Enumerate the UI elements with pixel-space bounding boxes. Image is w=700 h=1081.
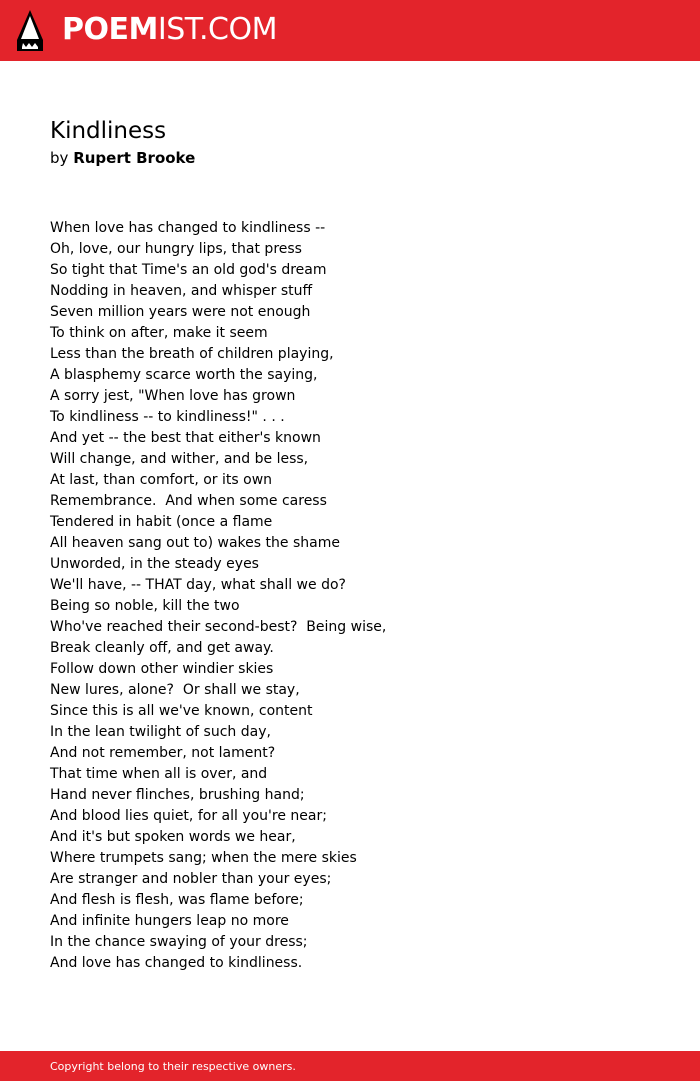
logo-light: IST.COM [157, 12, 277, 47]
poem-line: A blasphemy scarce worth the saying, [50, 367, 318, 383]
poem-line: All heaven sang out to) wakes the shame [50, 535, 340, 551]
poem-line: New lures, alone? Or shall we stay, [50, 682, 300, 698]
poem-line: Hand never flinches, brushing hand; [50, 787, 305, 803]
poem-line: Less than the breath of children playing, [50, 346, 334, 362]
author-name: Rupert Brooke [73, 149, 196, 167]
poem-title: Kindliness [50, 118, 167, 144]
poem-line: And it's but spoken words we hear, [50, 829, 296, 845]
poem-line: And love has changed to kindliness. [50, 955, 303, 971]
poem-line: To kindliness -- to kindliness!" . . . [50, 409, 285, 425]
poem-line: Break cleanly off, and get away. [50, 640, 274, 656]
poem-line: When love has changed to kindliness -- [50, 220, 326, 236]
site-logo[interactable] [62, 12, 277, 48]
poem-line: Oh, love, our hungry lips, that press [50, 241, 302, 257]
poem-line: Nodding in heaven, and whisper stuff [50, 283, 313, 299]
poem-line: Being so noble, kill the two [50, 598, 240, 614]
poem-line: In the lean twilight of such day, [50, 724, 271, 740]
poem-line: Seven million years were not enough [50, 304, 311, 320]
poem-line: And flesh is flesh, was flame before; [50, 892, 304, 908]
poem-line: Since this is all we've known, content [50, 703, 313, 719]
site-footer [0, 1051, 700, 1081]
poem-line: Who've reached their second-best? Being wise, [50, 619, 387, 635]
poem-body [50, 218, 386, 974]
poem-line: We'll have, -- THAT day, what shall we do? [50, 577, 346, 593]
poem-line: A sorry jest, "When love has grown [50, 388, 296, 404]
poem-line: And blood lies quiet, for all you're near; [50, 808, 327, 824]
poem-line: That time when all is over, and [50, 766, 268, 782]
poem-line: And infinite hungers leap no more [50, 913, 289, 929]
poem-line: So tight that Time's an old god's dream [50, 262, 327, 278]
poem-line: And not remember, not lament? [50, 745, 276, 761]
poem-line: At last, than comfort, or its own [50, 472, 273, 488]
poem-line: Will change, and wither, and be less, [50, 451, 309, 467]
copyright-text: Copyright belong to their respective owners. [50, 1060, 296, 1073]
poem-line: To think on after, make it seem [50, 325, 268, 341]
poem-line: In the chance swaying of your dress; [50, 934, 308, 950]
pencil-tip-icon[interactable] [17, 10, 43, 51]
poem-line: Where trumpets sang; when the mere skies [50, 850, 357, 866]
poem-line: Unworded, in the steady eyes [50, 556, 259, 572]
poem-line: Tendered in habit (once a flame [50, 514, 273, 530]
by-label: by [50, 149, 69, 167]
byline [50, 148, 195, 169]
site-header [0, 0, 700, 61]
logo-strong: POEM [62, 12, 158, 47]
poem-line: Are stranger and nobler than your eyes; [50, 871, 332, 887]
poem-line: Follow down other windier skies [50, 661, 274, 677]
poem-line: Remembrance. And when some caress [50, 493, 327, 509]
poem-line: And yet -- the best that either's known [50, 430, 321, 446]
